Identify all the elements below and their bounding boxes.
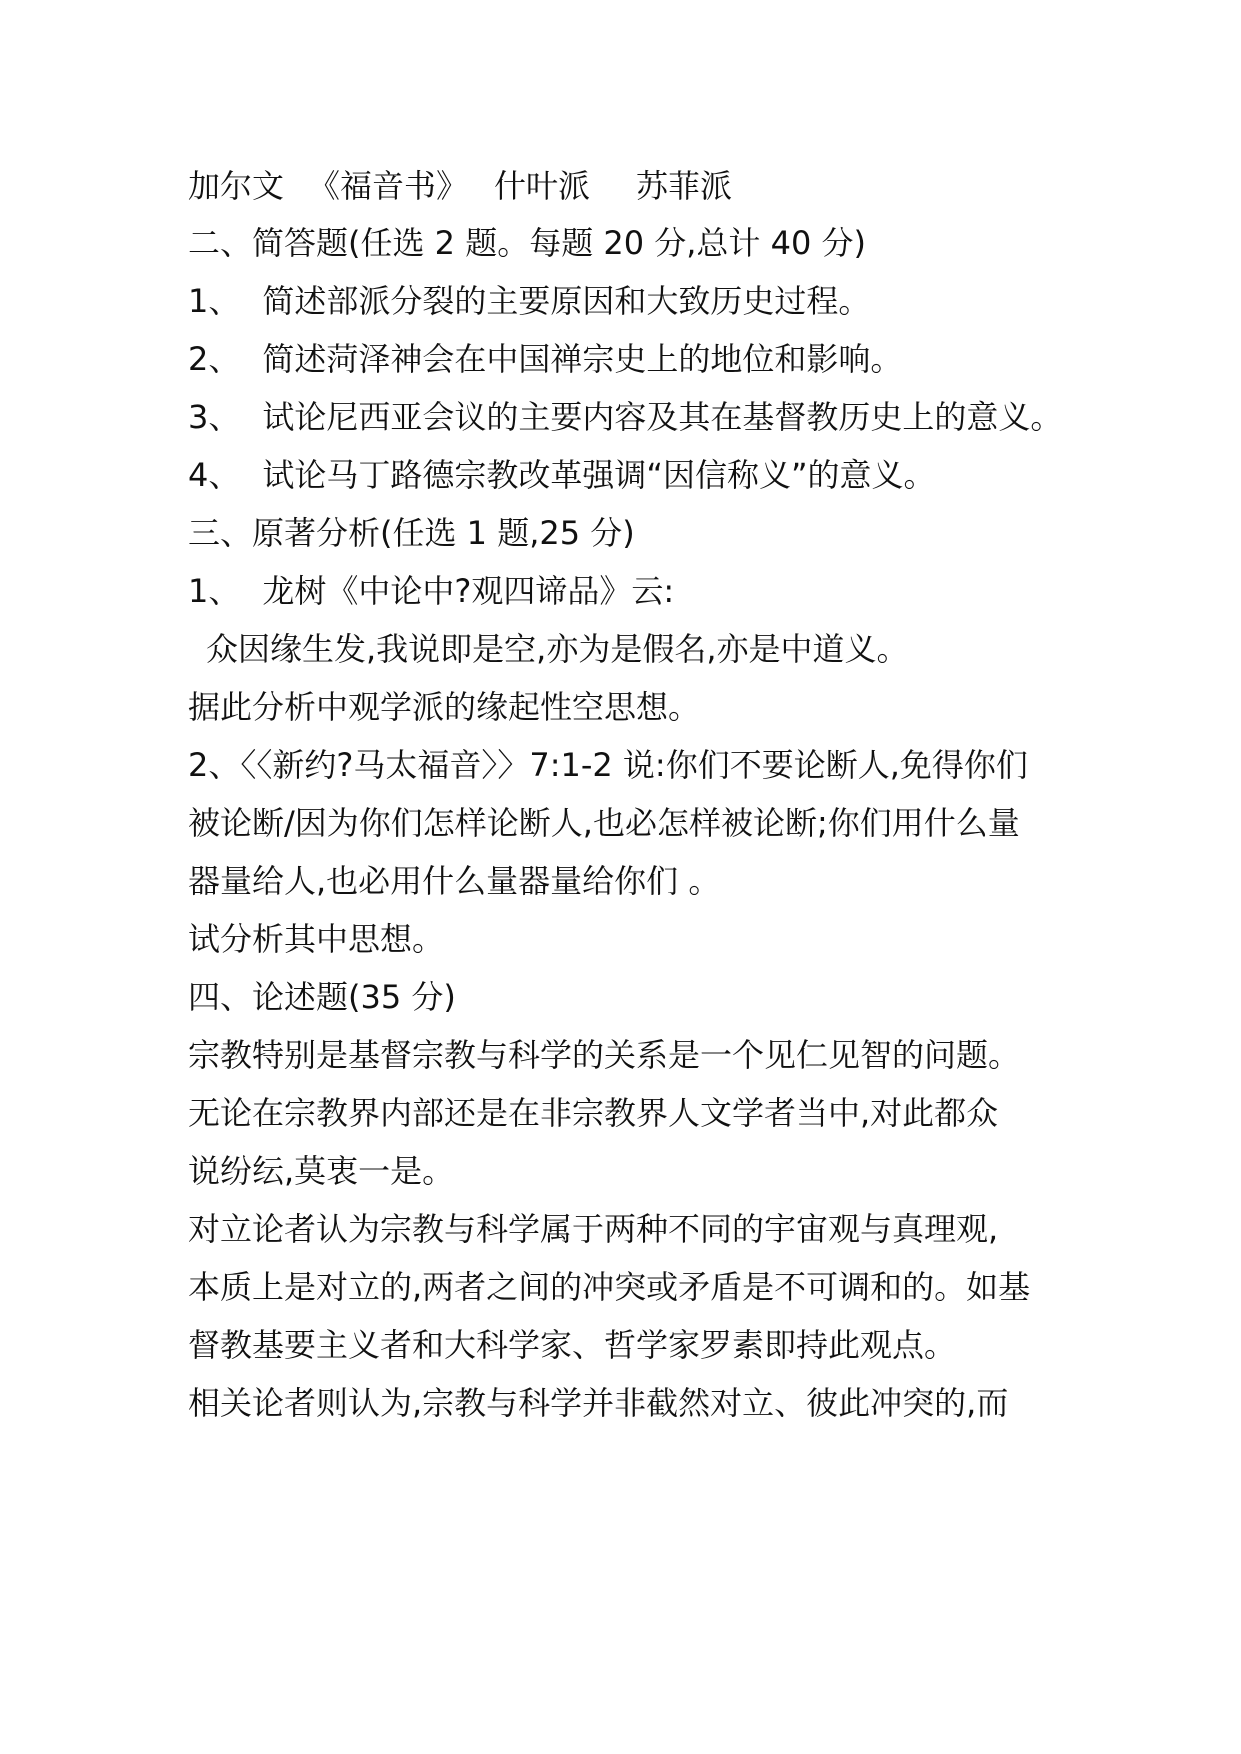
- body-text: 督教基要主义者和大科学家、哲学家罗素即持此观点。: [188, 1326, 957, 1364]
- term-list-line: [188, 166, 732, 206]
- body-text: 被论断/因为你们怎样论断人,也必怎样被论断;你们用什么量: [188, 804, 1020, 842]
- question-item: [188, 571, 674, 611]
- question-text: 试论尼西亚会议的主要内容及其在基督教历史上的意义。: [262, 398, 1063, 436]
- question-number: 2、: [188, 340, 241, 378]
- term-calvin: 加尔文: [188, 167, 285, 205]
- body-text: 无论在宗教界内部还是在非宗教界人文学者当中,对此都众: [188, 1094, 999, 1132]
- term-sufi: 苏菲派: [636, 167, 733, 205]
- body-text: 相关论者则认为,宗教与科学并非截然对立、彼此冲突的,而: [188, 1384, 1009, 1422]
- body-text: 器量给人,也必用什么量器量给你们 。: [188, 862, 721, 900]
- question-number: 3、: [188, 398, 241, 436]
- question-text: 龙树《中论中?观四谛品》云:: [262, 572, 675, 610]
- body-text: 宗教特别是基督宗教与科学的关系是一个见仁见智的问题。: [188, 1036, 1021, 1074]
- question-item: [188, 281, 870, 321]
- body-text: 2、〈〈新约?马太福音〉〉7:1-2 说:你们不要论断人,免得你们: [188, 746, 1028, 784]
- body-text: 对立论者认为宗教与科学属于两种不同的宇宙观与真理观,: [188, 1210, 999, 1248]
- body-text: 说纷纭,莫衷一是。: [188, 1152, 455, 1190]
- question-text: 简述部派分裂的主要原因和大致历史过程。: [262, 282, 871, 320]
- quoted-verse: 众因缘生发,我说即是空,亦为是假名,亦是中道义。: [206, 630, 909, 668]
- body-text: 据此分析中观学派的缘起性空思想。: [188, 688, 701, 726]
- body-text: 本质上是对立的,两者之间的冲突或矛盾是不可调和的。如基: [188, 1268, 1031, 1306]
- section-heading-text-analysis: 三、原著分析(任选 1 题,25 分): [188, 514, 635, 552]
- question-number: 1、: [188, 282, 241, 320]
- section-heading-essay: 四、论述题(35 分): [188, 978, 456, 1016]
- question-text: 试论马丁路德宗教改革强调“因信称义”的意义。: [262, 456, 936, 494]
- question-number: 4、: [188, 456, 241, 494]
- question-text: 简述菏泽神会在中国禅宗史上的地位和影响。: [262, 340, 903, 378]
- question-item: [188, 455, 936, 495]
- question-item: [188, 397, 1062, 437]
- term-shia: 什叶派: [494, 167, 591, 205]
- section-heading-short-answer: 二、简答题(任选 2 题。每题 20 分,总计 40 分): [188, 224, 866, 262]
- body-text: 试分析其中思想。: [188, 920, 445, 958]
- question-number: 1、: [188, 572, 241, 610]
- term-gospels: 《福音书》: [308, 167, 469, 205]
- question-item: [188, 339, 902, 379]
